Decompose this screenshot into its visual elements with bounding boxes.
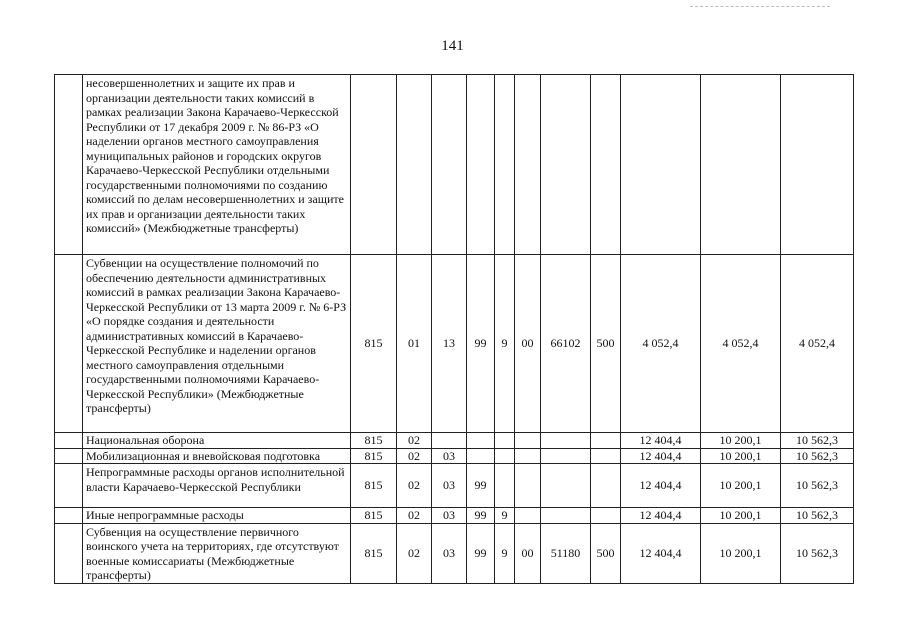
cell-y2	[701, 75, 781, 255]
cell-ved: 815	[351, 508, 397, 524]
cell-cs3: 00	[515, 255, 541, 433]
cell-vr	[591, 508, 621, 524]
cell-cs2: 9	[495, 255, 515, 433]
cell-y1	[621, 75, 701, 255]
table-row	[55, 464, 854, 508]
cell-y3: 10 562,3	[781, 523, 854, 583]
cell-ved: 815	[351, 523, 397, 583]
cell-ved: 815	[351, 448, 397, 464]
cell-cs1: 99	[467, 255, 495, 433]
table-row	[55, 255, 854, 433]
cell-name: Мобилизационная и вневойсковая подготовка	[83, 448, 351, 464]
cell-cs4	[541, 448, 591, 464]
budget-table	[54, 74, 854, 584]
cell-name: Национальная оборона	[83, 433, 351, 449]
cell-ved: 815	[351, 433, 397, 449]
cell-cs2	[495, 464, 515, 508]
table-row	[55, 448, 854, 464]
cell-cs3	[515, 448, 541, 464]
row-margin-cell	[55, 255, 83, 433]
cell-name: Субвенции на осуществление полномочий по обеспечению деятельности административных комиссий в рамках реализации Закона Карачаево-Черкесской Республики от 13 марта 2009 г. № 6-РЗ «О порядке создания и деятельности административных комиссий в Карачаево-Черкесской Республике и наделении органов местного самоуправления отдельными государственными полномочиями Карачаево-Черкесской Республики» (Межбюджетные трансферты)	[83, 255, 351, 433]
cell-cs2	[495, 75, 515, 255]
cell-cs1: 99	[467, 508, 495, 524]
cell-cs4	[541, 75, 591, 255]
cell-y2: 10 200,1	[701, 508, 781, 524]
cell-cs3	[515, 75, 541, 255]
cell-y1: 12 404,4	[621, 508, 701, 524]
cell-pr: 03	[432, 508, 467, 524]
cell-cs1	[467, 448, 495, 464]
cell-y3: 10 562,3	[781, 464, 854, 508]
cell-y2: 10 200,1	[701, 448, 781, 464]
cell-cs2: 9	[495, 508, 515, 524]
cell-y3: 10 562,3	[781, 448, 854, 464]
scan-top-rule	[690, 6, 830, 7]
page-number: 141	[441, 38, 464, 54]
cell-rz: 02	[397, 448, 432, 464]
row-margin-cell	[55, 464, 83, 508]
cell-y2: 10 200,1	[701, 523, 781, 583]
table-row	[55, 523, 854, 583]
cell-cs4: 66102	[541, 255, 591, 433]
row-margin-cell	[55, 433, 83, 449]
cell-cs1: 99	[467, 464, 495, 508]
cell-y3	[781, 75, 854, 255]
cell-y3: 4 052,4	[781, 255, 854, 433]
cell-y1: 12 404,4	[621, 448, 701, 464]
cell-rz: 02	[397, 464, 432, 508]
cell-cs3	[515, 464, 541, 508]
cell-name: Непрограммные расходы органов исполнительной власти Карачаево-Черкесской Республики	[83, 464, 351, 508]
cell-y2: 4 052,4	[701, 255, 781, 433]
cell-pr: 03	[432, 523, 467, 583]
cell-rz: 02	[397, 433, 432, 449]
cell-vr	[591, 433, 621, 449]
cell-y2: 10 200,1	[701, 464, 781, 508]
cell-cs2	[495, 448, 515, 464]
cell-cs4	[541, 433, 591, 449]
cell-cs3: 00	[515, 523, 541, 583]
cell-pr: 03	[432, 448, 467, 464]
cell-rz: 02	[397, 508, 432, 524]
cell-y1: 12 404,4	[621, 433, 701, 449]
cell-vr	[591, 75, 621, 255]
row-margin-cell	[55, 448, 83, 464]
cell-cs3	[515, 508, 541, 524]
cell-ved: 815	[351, 255, 397, 433]
cell-vr: 500	[591, 523, 621, 583]
cell-name: Иные непрограммные расходы	[83, 508, 351, 524]
cell-y3: 10 562,3	[781, 433, 854, 449]
cell-name: Субвенция на осуществление первичного воинского учета на территориях, где отсутствуют военные комиссариаты (Межбюджетные трансферты)	[83, 523, 351, 583]
table-row	[55, 75, 854, 255]
row-margin-cell	[55, 508, 83, 524]
cell-name: несовершеннолетних и защите их прав и организации деятельности таких комиссий в рамках реализации Закона Карачаево-Черкесской Республики от 17 декабря 2009 г. № 86-РЗ «О наделении органов местного самоуправления муниципальных районов и городских округов Карачаево-Черкесской Республики отдельными государственными полномочиями по созданию комиссий по делам несовершеннолетних и защите их прав и организации деятельности таких комиссий» (Межбюджетные трансферты)	[83, 75, 351, 255]
cell-y3: 10 562,3	[781, 508, 854, 524]
cell-cs4: 51180	[541, 523, 591, 583]
table-row	[55, 508, 854, 524]
cell-vr	[591, 464, 621, 508]
cell-cs3	[515, 433, 541, 449]
row-margin-cell	[55, 523, 83, 583]
cell-cs1: 99	[467, 523, 495, 583]
cell-y1: 4 052,4	[621, 255, 701, 433]
cell-cs1	[467, 433, 495, 449]
cell-rz: 01	[397, 255, 432, 433]
cell-cs2: 9	[495, 523, 515, 583]
cell-pr: 13	[432, 255, 467, 433]
cell-cs2	[495, 433, 515, 449]
cell-y1: 12 404,4	[621, 523, 701, 583]
cell-rz: 02	[397, 523, 432, 583]
cell-vr: 500	[591, 255, 621, 433]
row-margin-cell	[55, 75, 83, 255]
cell-y1: 12 404,4	[621, 464, 701, 508]
cell-pr	[432, 433, 467, 449]
cell-rz	[397, 75, 432, 255]
cell-cs1	[467, 75, 495, 255]
cell-ved: 815	[351, 464, 397, 508]
table-row	[55, 433, 854, 449]
cell-vr	[591, 448, 621, 464]
cell-pr: 03	[432, 464, 467, 508]
cell-cs4	[541, 508, 591, 524]
cell-cs4	[541, 464, 591, 508]
cell-pr	[432, 75, 467, 255]
cell-y2: 10 200,1	[701, 433, 781, 449]
cell-ved	[351, 75, 397, 255]
